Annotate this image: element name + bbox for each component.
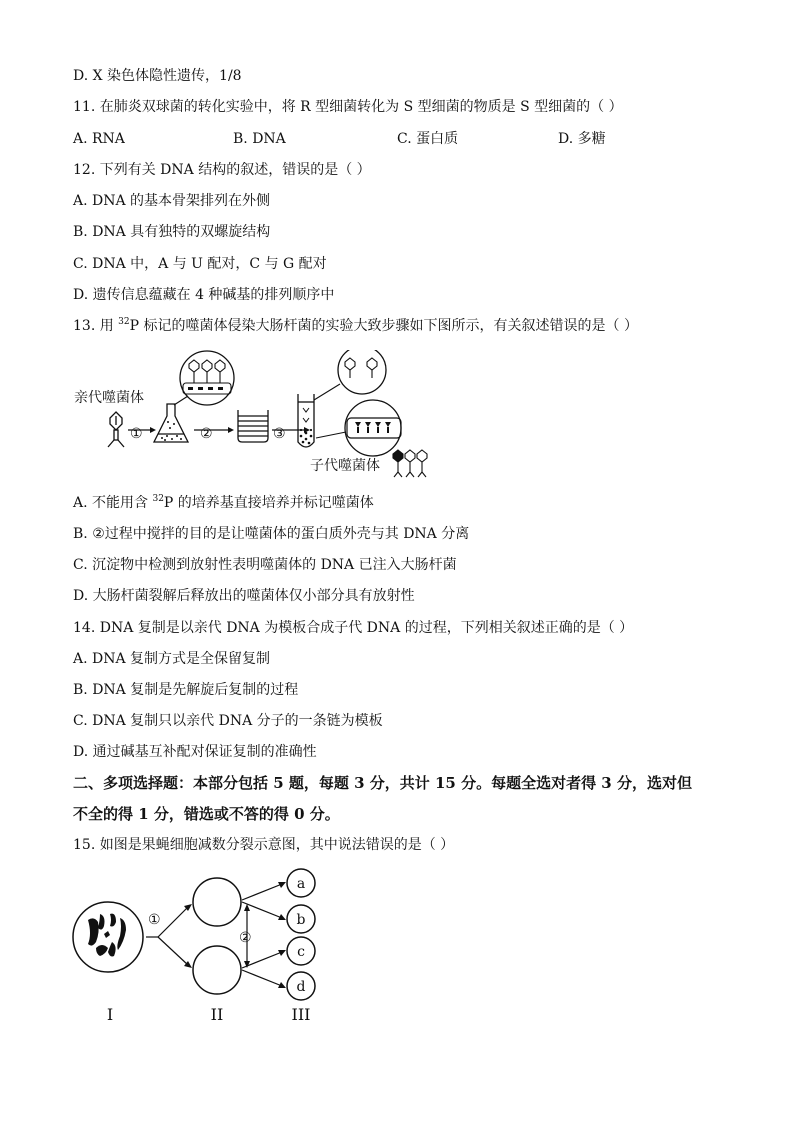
q11-option-d: D. 多糖 bbox=[558, 131, 606, 147]
phage-experiment-figure bbox=[70, 350, 430, 480]
child-phage-icons bbox=[393, 450, 427, 477]
stage-ii-label: II bbox=[210, 1005, 224, 1024]
meiosis-figure bbox=[70, 862, 360, 1032]
question-12: 12. 下列有关 DNA 结构的叙述，错误的是（ ） bbox=[73, 162, 371, 178]
q12-option-c: C. DNA 中，A 与 U 配对，C 与 G 配对 bbox=[73, 256, 327, 272]
cell-c-label: c bbox=[297, 944, 305, 960]
question-13 bbox=[73, 316, 638, 336]
cell-ii-bottom bbox=[193, 946, 241, 994]
flask-icon bbox=[154, 404, 188, 442]
q13-isotope: 32 bbox=[118, 317, 130, 327]
q11-option-c: C. 蛋白质 bbox=[397, 131, 459, 147]
cell-i bbox=[73, 902, 143, 972]
cell-d-label: d bbox=[296, 979, 306, 995]
step-1-label: ① bbox=[130, 426, 143, 442]
q13-option-a bbox=[73, 493, 374, 513]
child-phage-label: 子代噬菌体 bbox=[310, 458, 380, 474]
question-14: 14. DNA 复制是以亲代 DNA 为模板合成子代 DNA 的过程，下列相关叙述正确的是（ ） bbox=[73, 620, 634, 636]
q14-option-c: C. DNA 复制只以亲代 DNA 分子的一条链为模板 bbox=[73, 713, 383, 729]
step-2-label: ② bbox=[239, 930, 252, 946]
q13-rest: P 标记的噬菌体侵染大肠杆菌的实验大致步骤如下图所示，有关叙述错误的是（ ） bbox=[129, 318, 638, 334]
q13a-isotope: 32 bbox=[152, 494, 164, 504]
cell-a-label: a bbox=[296, 876, 306, 892]
q13a-prefix: A. 不能用含 bbox=[73, 495, 153, 511]
beaker-icon bbox=[238, 410, 268, 442]
supernatant-circle bbox=[338, 350, 386, 394]
q12-option-d: D. 遗传信息蕴藏在 4 种碱基的排列顺序中 bbox=[73, 287, 335, 303]
step-2-label: ② bbox=[200, 426, 213, 442]
q12-option-a: A. DNA 的基本骨架排列在外侧 bbox=[73, 193, 271, 209]
step-1-label: ① bbox=[148, 912, 161, 928]
parent-phage-icon bbox=[108, 412, 124, 447]
line-prev-option-d: D. X 染色体隐性遗传，1/8 bbox=[73, 68, 242, 84]
step-3-label: ③ bbox=[273, 426, 286, 442]
stage-iii-label: III bbox=[291, 1005, 311, 1024]
cell-b-label: b bbox=[296, 912, 306, 928]
q14-option-b: B. DNA 复制是先解旋后复制的过程 bbox=[73, 682, 299, 698]
q13-option-c: C. 沉淀物中检测到放射性表明噬菌体的 DNA 已注入大肠杆菌 bbox=[73, 557, 457, 573]
q14-option-d: D. 通过碱基互补配对保证复制的准确性 bbox=[73, 744, 317, 760]
q11-option-a: A. RNA bbox=[73, 131, 125, 147]
stage-i-label: I bbox=[106, 1005, 114, 1024]
q14-option-a: A. DNA 复制方式是全保留复制 bbox=[73, 651, 271, 667]
q13-option-b: B. ②过程中搅拌的目的是让噬菌体的蛋白质外壳与其 DNA 分离 bbox=[73, 526, 470, 542]
precipitate-circle bbox=[345, 400, 401, 456]
q12-option-b: B. DNA 具有独特的双螺旋结构 bbox=[73, 224, 271, 240]
question-15: 15. 如图是果蝇细胞减数分裂示意图，其中说法错误的是（ ） bbox=[73, 837, 455, 853]
section-2-heading-line2: 不全的得 1 分，错选或不答的得 0 分。 bbox=[73, 805, 340, 823]
cell-ii-top bbox=[193, 878, 241, 926]
q13-option-d: D. 大肠杆菌裂解后释放出的噬菌体仅小部分具有放射性 bbox=[73, 588, 415, 604]
question-11: 11. 在肺炎双球菌的转化实验中，将 R 型细菌转化为 S 型细菌的物质是 S 型细菌的（ ） bbox=[73, 99, 623, 115]
q13a-rest: P 的培养基直接培养并标记噬菌体 bbox=[163, 495, 374, 511]
section-2-heading-line1: 二、多项选择题：本部分包括 5 题，每题 3 分，共计 15 分。每题全选对者得 3 分，选对但 bbox=[73, 774, 692, 792]
q11-option-b: B. DNA bbox=[233, 131, 286, 147]
chromosomes-icon bbox=[88, 914, 126, 957]
q13-prefix: 13. 用 bbox=[73, 318, 119, 334]
parent-phage-label: 亲代噬菌体 bbox=[74, 390, 144, 406]
